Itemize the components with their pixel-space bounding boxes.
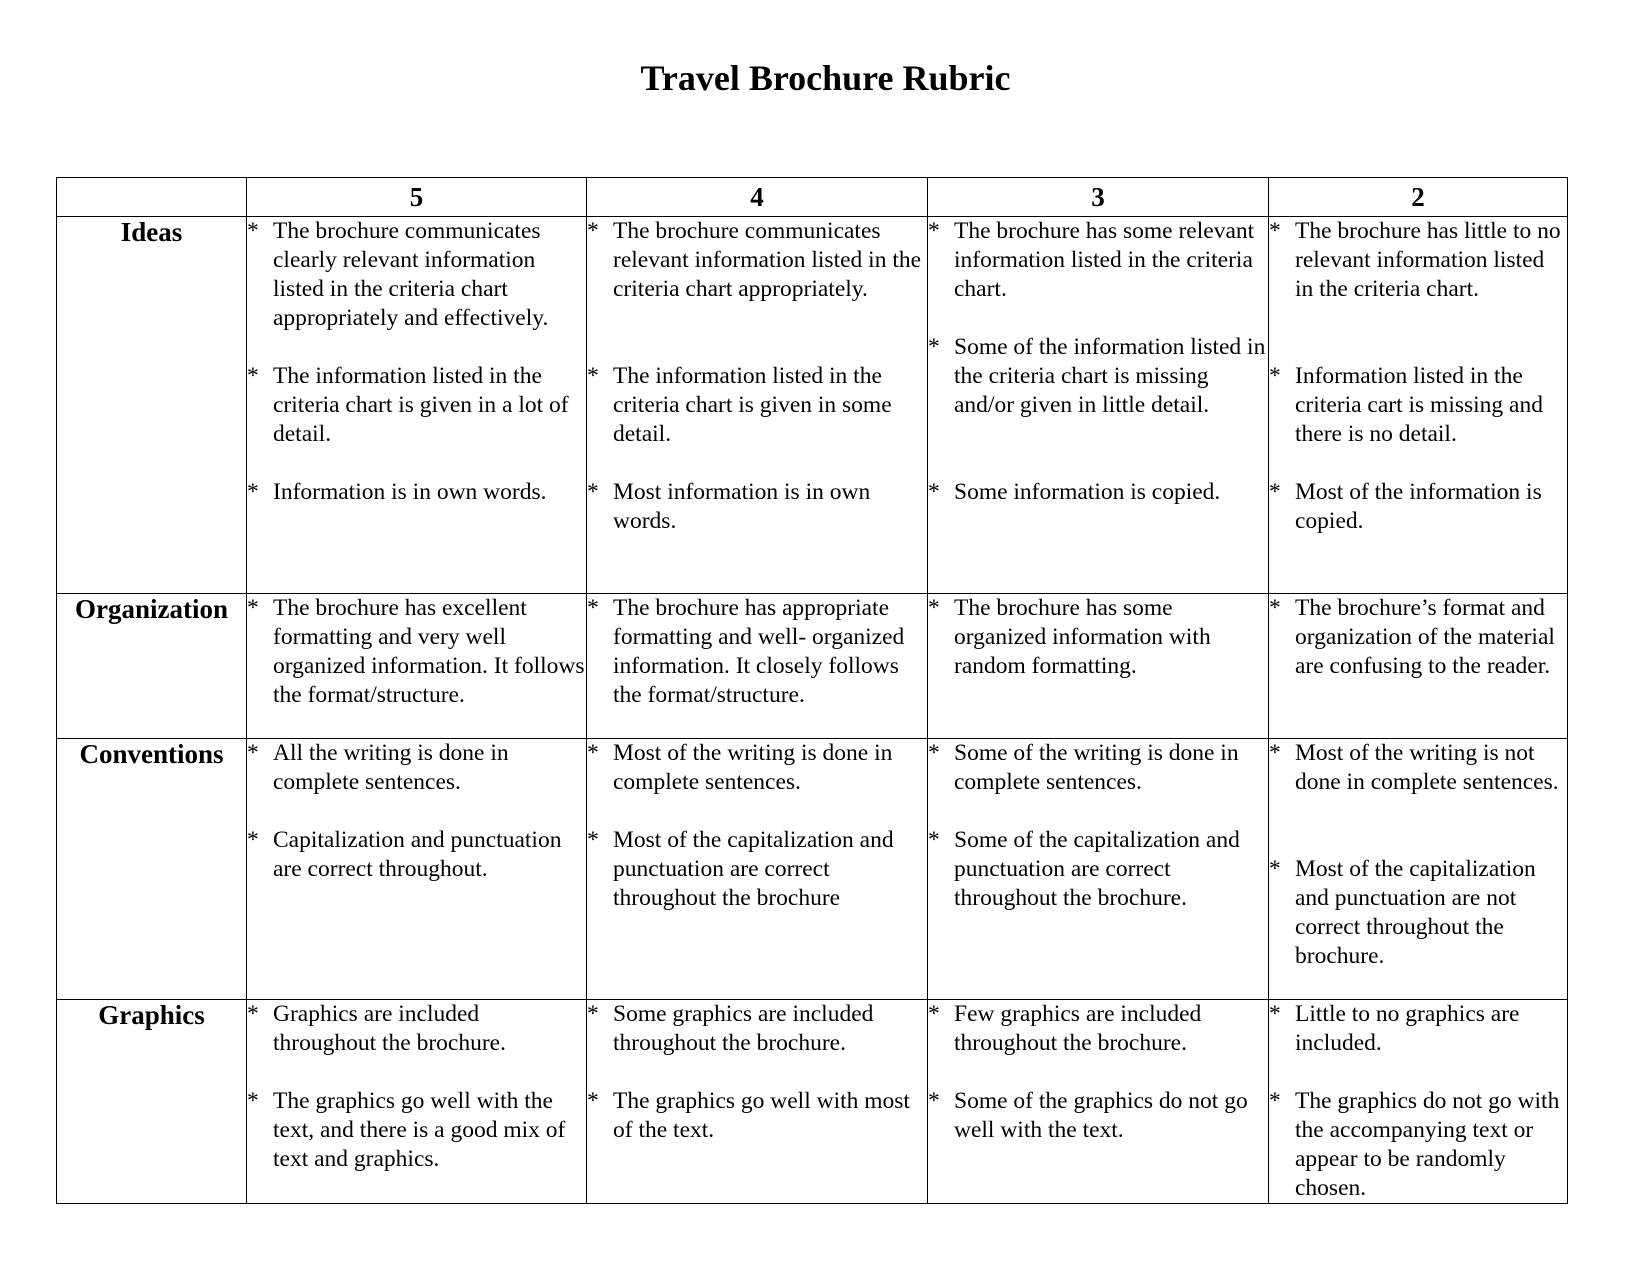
asterisk-icon: *: [928, 827, 940, 853]
criteria-bullet: [928, 739, 1268, 826]
score-header-2: 2: [1269, 178, 1568, 217]
asterisk-icon: *: [247, 218, 259, 244]
criteria-bullet: [247, 1087, 586, 1174]
criteria-text: The graphics go well with the text, and there is a good mix of text and graphics.: [273, 1088, 566, 1172]
criteria-bullet: [928, 478, 1268, 507]
criteria-bullet: [1269, 362, 1567, 478]
criteria-text: Information is in own words.: [273, 479, 547, 505]
criteria-text: All the writing is done in complete sentences.: [273, 740, 509, 795]
criteria-bullet: [1269, 594, 1567, 681]
criteria-bullet: [587, 362, 927, 478]
table-row: [57, 739, 1568, 1000]
criteria-bullet: [247, 362, 586, 478]
asterisk-icon: *: [928, 218, 940, 244]
asterisk-icon: *: [1269, 595, 1281, 621]
category-label-organization: Organization: [57, 594, 247, 739]
criteria-bullet: [1269, 217, 1567, 362]
criteria-text: The information listed in the criteria chart is given in a lot of detail.: [273, 363, 569, 447]
criteria-bullet: [928, 333, 1268, 478]
criteria-text: Some of the information listed in the criteria chart is missing and/or given in little detail.: [954, 334, 1266, 418]
criteria-bullet: [587, 1000, 927, 1087]
asterisk-icon: *: [928, 334, 940, 360]
criteria-text: Some graphics are included throughout the brochure.: [613, 1001, 874, 1056]
criteria-text: The brochure has appropriate formatting and well- organized information. It closely follows the format/structure.: [613, 595, 905, 708]
asterisk-icon: *: [1269, 740, 1281, 766]
criteria-cell: [928, 1000, 1269, 1204]
criteria-text: Most of the capitalization and punctuation are not correct throughout the brochure.: [1295, 856, 1536, 969]
criteria-cell: [587, 594, 928, 739]
asterisk-icon: *: [587, 1001, 599, 1027]
criteria-bullet: [1269, 1000, 1567, 1087]
criteria-bullet: [1269, 1087, 1567, 1203]
criteria-cell: [587, 1000, 928, 1204]
criteria-cell: [587, 739, 928, 1000]
asterisk-icon: *: [247, 1088, 259, 1114]
criteria-cell: [928, 217, 1269, 594]
asterisk-icon: *: [587, 827, 599, 853]
criteria-text: The brochure communicates relevant information listed in the criteria chart appropriately.: [613, 218, 922, 302]
score-header-3: 3: [928, 178, 1269, 217]
score-header-5: 5: [247, 178, 587, 217]
criteria-bullet: [587, 478, 927, 536]
criteria-cell: [1269, 739, 1568, 1000]
criteria-text: Few graphics are included throughout the brochure.: [954, 1001, 1202, 1056]
criteria-text: Some of the capitalization and punctuation are correct throughout the brochure.: [954, 827, 1240, 911]
criteria-cell: [247, 594, 587, 739]
criteria-cell: [1269, 1000, 1568, 1204]
rubric-table: [56, 177, 1568, 1204]
asterisk-icon: *: [1269, 479, 1281, 505]
criteria-text: The brochure communicates clearly relevant information listed in the criteria chart appropriately and effectively.: [273, 218, 549, 331]
criteria-bullet: [587, 826, 927, 913]
asterisk-icon: *: [928, 479, 940, 505]
criteria-text: Most of the information is copied.: [1295, 479, 1542, 534]
criteria-text: Most of the writing is not done in complete sentences.: [1295, 740, 1559, 795]
header-corner-cell: [57, 178, 247, 217]
asterisk-icon: *: [247, 1001, 259, 1027]
criteria-bullet: [928, 1087, 1268, 1145]
asterisk-icon: *: [928, 1001, 940, 1027]
asterisk-icon: *: [1269, 218, 1281, 244]
criteria-bullet: [1269, 855, 1567, 971]
criteria-text: Some of the graphics do not go well with the text.: [954, 1088, 1248, 1143]
criteria-text: Most of the capitalization and punctuation are correct throughout the brochure: [613, 827, 894, 911]
criteria-bullet: [587, 739, 927, 826]
category-label-ideas: Ideas: [57, 217, 247, 594]
criteria-bullet: [247, 1000, 586, 1087]
asterisk-icon: *: [587, 740, 599, 766]
criteria-cell: [928, 739, 1269, 1000]
criteria-text: The brochure has some organized information with random formatting.: [954, 595, 1211, 679]
criteria-text: The information listed in the criteria chart is given in some detail.: [613, 363, 892, 447]
criteria-bullet: [1269, 739, 1567, 855]
asterisk-icon: *: [587, 1088, 599, 1114]
criteria-text: Some of the writing is done in complete sentences.: [954, 740, 1239, 795]
criteria-bullet: [247, 826, 586, 884]
criteria-cell: [247, 739, 587, 1000]
criteria-text: Little to no graphics are included.: [1295, 1001, 1520, 1056]
asterisk-icon: *: [1269, 856, 1281, 882]
criteria-bullet: [247, 478, 586, 507]
asterisk-icon: *: [247, 363, 259, 389]
criteria-text: Capitalization and punctuation are correct throughout.: [273, 827, 562, 882]
criteria-cell: [587, 217, 928, 594]
criteria-bullet: [587, 1087, 927, 1145]
score-header-4: 4: [587, 178, 928, 217]
criteria-text: The brochure’s format and organization of the material are confusing to the reader.: [1295, 595, 1555, 679]
criteria-bullet: [247, 739, 586, 826]
criteria-cell: [1269, 594, 1568, 739]
asterisk-icon: *: [928, 740, 940, 766]
criteria-cell: [247, 1000, 587, 1204]
asterisk-icon: *: [587, 595, 599, 621]
header-row: [57, 178, 1568, 217]
criteria-text: The brochure has some relevant information listed in the criteria chart.: [954, 218, 1255, 302]
asterisk-icon: *: [1269, 1088, 1281, 1114]
criteria-cell: [247, 217, 587, 594]
asterisk-icon: *: [1269, 363, 1281, 389]
criteria-bullet: [587, 594, 927, 710]
table-row: [57, 1000, 1568, 1204]
criteria-bullet: [587, 217, 927, 362]
asterisk-icon: *: [247, 740, 259, 766]
criteria-bullet: [1269, 478, 1567, 536]
criteria-bullet: [928, 826, 1268, 913]
criteria-cell: [928, 594, 1269, 739]
criteria-bullet: [928, 1000, 1268, 1087]
criteria-bullet: [928, 217, 1268, 333]
criteria-text: Most of the writing is done in complete sentences.: [613, 740, 893, 795]
criteria-text: The brochure has excellent formatting and very well organized information. It follows the format/structure.: [273, 595, 585, 708]
criteria-bullet: [247, 594, 586, 710]
criteria-text: Graphics are included throughout the brochure.: [273, 1001, 506, 1056]
asterisk-icon: *: [928, 595, 940, 621]
asterisk-icon: *: [247, 479, 259, 505]
asterisk-icon: *: [928, 1088, 940, 1114]
criteria-text: Information listed in the criteria cart is missing and there is no detail.: [1295, 363, 1543, 447]
page-title: Travel Brochure Rubric: [640, 58, 1011, 98]
asterisk-icon: *: [587, 363, 599, 389]
criteria-text: The graphics go well with most of the text.: [613, 1088, 910, 1143]
asterisk-icon: *: [1269, 1001, 1281, 1027]
table-row: [57, 594, 1568, 739]
criteria-bullet: [247, 217, 586, 362]
criteria-bullet: [928, 594, 1268, 681]
category-label-graphics: Graphics: [57, 1000, 247, 1204]
asterisk-icon: *: [587, 479, 599, 505]
asterisk-icon: *: [587, 218, 599, 244]
criteria-text: Some information is copied.: [954, 479, 1221, 505]
category-label-conventions: Conventions: [57, 739, 247, 1000]
asterisk-icon: *: [247, 595, 259, 621]
criteria-text: Most information is in own words.: [613, 479, 871, 534]
criteria-text: The brochure has little to no relevant information listed in the criteria chart.: [1295, 218, 1561, 302]
criteria-cell: [1269, 217, 1568, 594]
asterisk-icon: *: [247, 827, 259, 853]
table-row: [57, 217, 1568, 594]
criteria-text: The graphics do not go with the accompanying text or appear to be randomly chosen.: [1295, 1088, 1560, 1201]
